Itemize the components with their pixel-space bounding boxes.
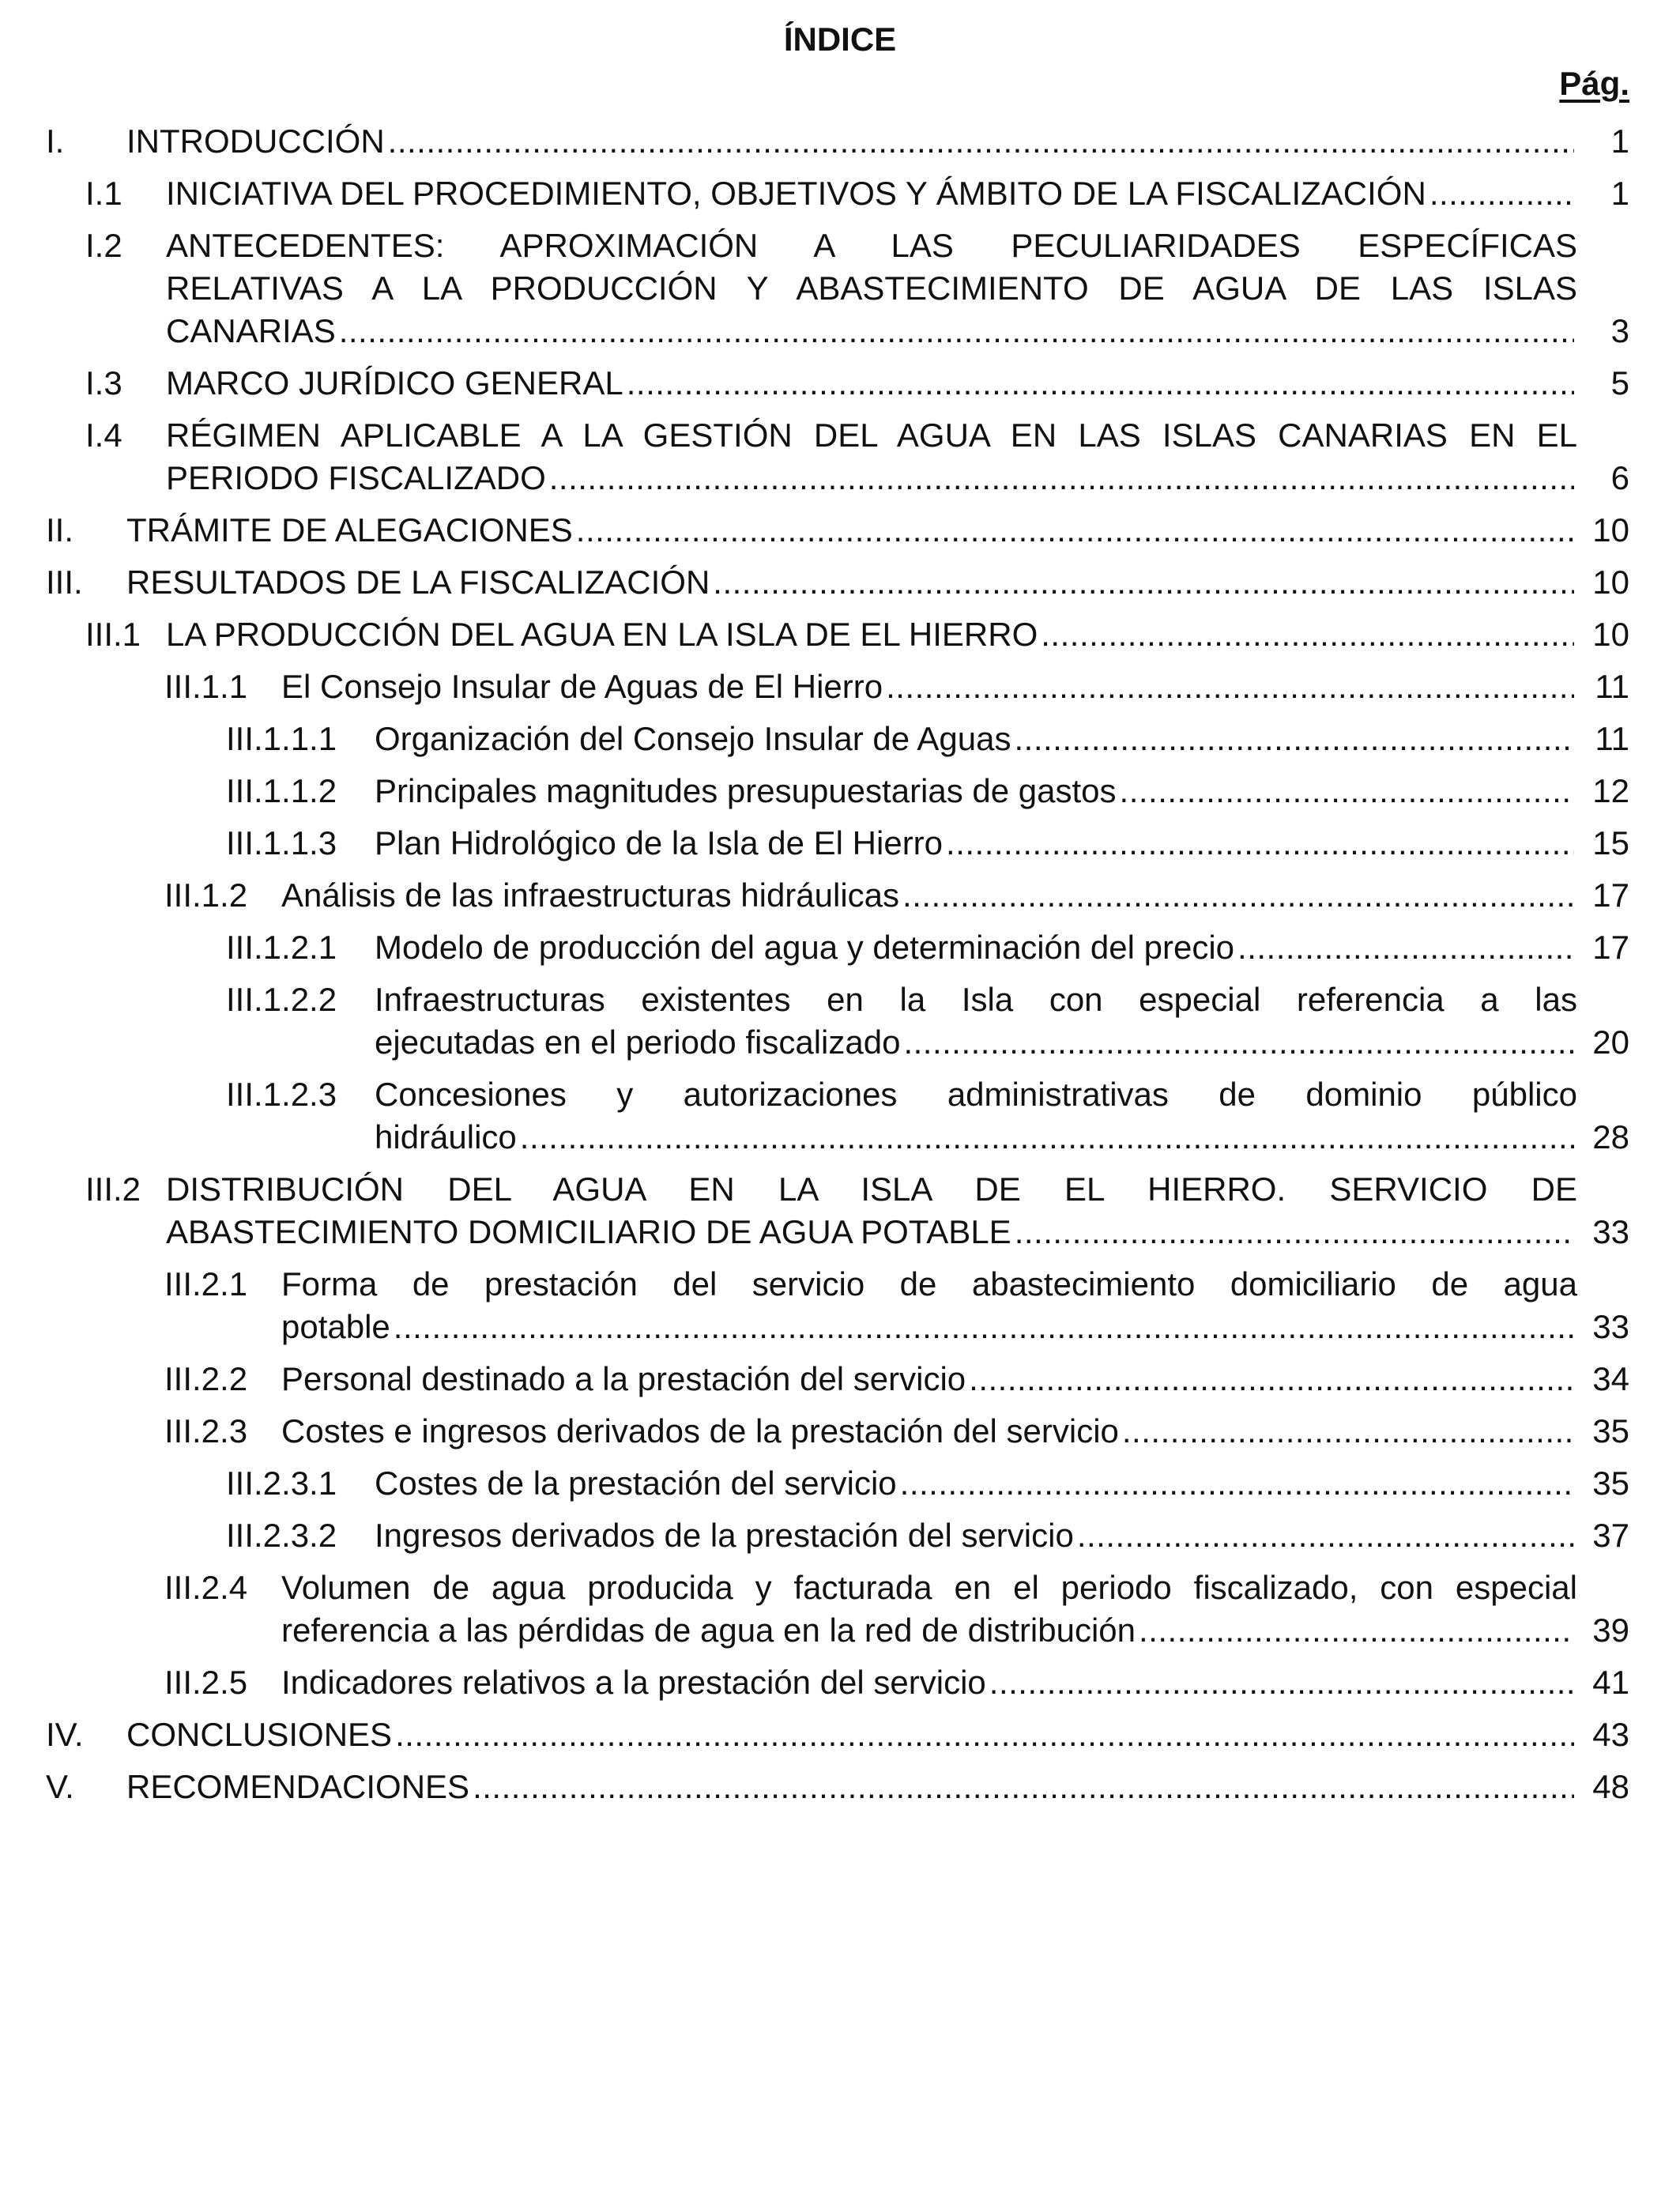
table-of-contents [0, 120, 1680, 1808]
dot-leader [1139, 1609, 1574, 1652]
toc-entry-number: I.1 [85, 175, 122, 212]
toc-entry-title-last-line [166, 172, 1577, 215]
toc-entry-title-last-line [375, 770, 1577, 812]
toc-entry-title: Costes de la prestación del servicio [375, 1465, 897, 1502]
toc-entry[interactable] [0, 1661, 1680, 1704]
toc-entry-body [375, 1514, 1577, 1557]
dot-leader [549, 457, 1574, 499]
toc-entry-title: PERIODO FISCALIZADO [166, 459, 546, 496]
toc-entry-number: III.1.2.1 [226, 929, 337, 966]
dot-leader [1015, 718, 1574, 760]
dot-leader [339, 310, 1574, 352]
toc-entry[interactable] [0, 665, 1680, 708]
toc-entry-title-last-line [166, 457, 1577, 499]
dot-leader [576, 509, 1574, 552]
toc-entry-title: Principales magnitudes presupuestarias de gastos [375, 772, 1117, 809]
toc-entry-number: III.1.2 [164, 876, 248, 914]
toc-entry[interactable] [0, 874, 1680, 917]
toc-entry-body [166, 172, 1577, 215]
toc-entry-number: I.3 [85, 364, 122, 401]
toc-entry[interactable] [0, 770, 1680, 812]
dot-leader [473, 1766, 1574, 1808]
toc-entry-title-line: ANTECEDENTES: APROXIMACIÓN A LAS PECULIARIDADES ESPECÍFICAS [166, 227, 1577, 264]
dot-leader [989, 1661, 1574, 1704]
page-column-label: Pág. [1559, 65, 1629, 102]
toc-entry-title-line: DISTRIBUCIÓN DEL AGUA EN LA ISLA DE EL HIERRO. SERVICIO DE [166, 1171, 1577, 1208]
toc-entry[interactable] [0, 1410, 1680, 1453]
toc-entry[interactable] [0, 1766, 1680, 1808]
toc-entry[interactable] [0, 1073, 1680, 1159]
toc-entry-title-last-line [166, 613, 1577, 656]
toc-entry-title: potable [281, 1308, 390, 1345]
toc-entry-body [126, 1713, 1577, 1756]
toc-entry-body [375, 822, 1577, 865]
toc-entry-title-last-line [281, 874, 1577, 917]
toc-entry-body [281, 1358, 1577, 1400]
toc-entry-page-number: 43 [1592, 1716, 1629, 1753]
toc-entry-title-last-line [375, 718, 1577, 760]
toc-entry-title-line: RELATIVAS A LA PRODUCCIÓN Y ABASTECIMIENTO DE AGUA DE LAS ISLAS [166, 270, 1577, 307]
toc-entry-body [281, 1566, 1577, 1652]
toc-entry-page-number: 10 [1592, 511, 1629, 548]
dot-leader [394, 1306, 1574, 1348]
toc-entry-title: ABASTECIMIENTO DOMICILIARIO DE AGUA POTABLE [166, 1213, 1011, 1250]
toc-entry-number: III. [46, 564, 83, 601]
dot-leader [1122, 1410, 1574, 1453]
toc-entry-title: referencia a las pérdidas de agua en la red de distribución [281, 1612, 1136, 1649]
toc-entry[interactable] [0, 172, 1680, 215]
toc-entry-body [281, 874, 1577, 917]
toc-entry-title: RECOMENDACIONES [126, 1768, 470, 1805]
toc-entry-title-last-line [126, 120, 1577, 163]
toc-entry-body [126, 561, 1577, 604]
toc-entry-page-number: 17 [1592, 876, 1629, 914]
toc-entry-body [375, 978, 1577, 1064]
toc-entry-body [126, 509, 1577, 552]
toc-entry-title-last-line [126, 509, 1577, 552]
dot-leader [1430, 172, 1574, 215]
toc-entry[interactable] [0, 120, 1680, 163]
dot-leader [1077, 1514, 1574, 1557]
toc-entry-number: III.1 [85, 616, 141, 653]
toc-entry-title-last-line [166, 310, 1577, 352]
toc-entry-number: V. [46, 1768, 74, 1805]
toc-entry-title-last-line [281, 1410, 1577, 1453]
toc-entry-page-number: 11 [1595, 668, 1629, 705]
toc-entry-title-last-line [375, 1462, 1577, 1505]
toc-entry-title-line: Forma de prestación del servicio de abastecimiento domiciliario de agua [281, 1265, 1577, 1302]
toc-entry-title: MARCO JURÍDICO GENERAL [166, 364, 623, 401]
toc-entry-number: III.1.2.2 [226, 981, 337, 1018]
toc-entry-page-number: 33 [1592, 1213, 1629, 1250]
dot-leader [969, 1358, 1574, 1400]
toc-entry-body [375, 1462, 1577, 1505]
toc-entry[interactable] [0, 1462, 1680, 1505]
dot-leader [395, 1713, 1574, 1756]
dot-leader [388, 120, 1574, 163]
toc-entry-number: III.2.5 [164, 1664, 248, 1701]
toc-entry[interactable] [0, 822, 1680, 865]
toc-entry[interactable] [0, 509, 1680, 552]
toc-entry[interactable] [0, 1168, 1680, 1253]
toc-entry-body [166, 1168, 1577, 1253]
toc-entry-title-line: Infraestructuras existentes en la Isla con especial referencia a las [375, 981, 1577, 1018]
toc-entry-title: INTRODUCCIÓN [126, 123, 385, 160]
toc-entry[interactable] [0, 926, 1680, 969]
toc-entry[interactable] [0, 613, 1680, 656]
toc-entry-page-number: 10 [1592, 616, 1629, 653]
dot-leader [946, 822, 1574, 865]
toc-entry-page-number: 33 [1592, 1308, 1629, 1345]
toc-entry-page-number: 15 [1592, 824, 1629, 861]
toc-entry[interactable] [0, 1514, 1680, 1557]
toc-entry-page-number: 41 [1592, 1664, 1629, 1701]
toc-entry[interactable] [0, 718, 1680, 760]
toc-entry-number: III.1.1 [164, 668, 248, 705]
toc-entry-title-last-line [281, 1358, 1577, 1400]
toc-entry-page-number: 3 [1610, 312, 1629, 349]
toc-entry-title: Ingresos derivados de la prestación del servicio [375, 1517, 1074, 1554]
toc-entry[interactable] [0, 1358, 1680, 1400]
dot-leader [902, 874, 1574, 917]
toc-entry-page-number: 10 [1592, 564, 1629, 601]
toc-entry-title-last-line [126, 561, 1577, 604]
toc-entry-title-line: Concesiones y autorizaciones administrativas de dominio público [375, 1076, 1577, 1113]
toc-entry-body [375, 718, 1577, 760]
toc-entry-number: I.2 [85, 227, 122, 264]
toc-entry-body [166, 613, 1577, 656]
toc-entry-number: III.2.3.1 [226, 1465, 337, 1502]
toc-entry-body [375, 770, 1577, 812]
toc-entry-title: RESULTADOS DE LA FISCALIZACIÓN [126, 564, 710, 601]
toc-entry[interactable] [0, 414, 1680, 499]
toc-entry-page-number: 48 [1592, 1768, 1629, 1805]
toc-entry-number: IV. [46, 1716, 84, 1753]
dot-leader [520, 1116, 1574, 1159]
toc-entry-body [375, 926, 1577, 969]
toc-entry-number: III.2.1 [164, 1265, 248, 1302]
toc-entry-title: Indicadores relativos a la prestación del servicio [281, 1664, 986, 1701]
toc-entry-body [281, 1661, 1577, 1704]
dot-leader [1237, 926, 1574, 969]
toc-entry-page-number: 37 [1592, 1517, 1629, 1554]
toc-entry-title: Modelo de producción del agua y determinación del precio [375, 929, 1235, 966]
dot-leader [886, 665, 1574, 708]
toc-entry-body [281, 665, 1577, 708]
page-title: ÍNDICE [783, 21, 897, 58]
toc-entry-page-number: 17 [1592, 929, 1629, 966]
toc-entry-body [166, 362, 1577, 405]
toc-entry-page-number: 5 [1610, 364, 1629, 401]
toc-entry-body [375, 1073, 1577, 1159]
toc-entry-number: II. [46, 511, 74, 548]
toc-entry-page-number: 12 [1592, 772, 1629, 809]
toc-entry-title-last-line [281, 1306, 1577, 1348]
toc-entry-title-last-line [126, 1766, 1577, 1808]
toc-entry-body [126, 1766, 1577, 1808]
dot-leader [1120, 770, 1574, 812]
toc-entry-title-last-line [375, 822, 1577, 865]
dot-leader [1041, 613, 1574, 656]
toc-entry-title: Plan Hidrológico de la Isla de El Hierro [375, 824, 944, 861]
toc-entry-title-last-line [375, 1021, 1577, 1064]
toc-entry[interactable] [0, 224, 1680, 352]
toc-entry-title-last-line [166, 1211, 1577, 1253]
toc-entry-number: III.1.1.2 [226, 772, 337, 809]
toc-entry-number: III.2.3 [164, 1412, 248, 1449]
dot-leader [627, 362, 1574, 405]
toc-entry-page-number: 34 [1592, 1360, 1629, 1397]
toc-entry-title: LA PRODUCCIÓN DEL AGUA EN LA ISLA DE EL HIERRO [166, 616, 1038, 653]
toc-entry-title-last-line [166, 362, 1577, 405]
toc-entry-title: hidráulico [375, 1118, 517, 1155]
toc-entry-title-line: Volumen de agua producida y facturada en el periodo fiscalizado, con especial [281, 1569, 1577, 1606]
toc-entry-title-last-line [375, 1116, 1577, 1159]
toc-entry-page-number: 28 [1592, 1118, 1629, 1155]
toc-entry-page-number: 1 [1610, 175, 1629, 212]
toc-entry-title-last-line [375, 1514, 1577, 1557]
toc-entry-number: III.2.2 [164, 1360, 248, 1397]
toc-entry-title-last-line [126, 1713, 1577, 1756]
toc-entry-title-last-line [281, 1609, 1577, 1652]
toc-entry-number: III.1.1.3 [226, 824, 337, 861]
dot-leader [1015, 1211, 1574, 1253]
toc-entry-number: III.2 [85, 1171, 141, 1208]
toc-entry-title: ejecutadas en el periodo fiscalizado [375, 1023, 901, 1061]
toc-entry-title: Costes e ingresos derivados de la prestación del servicio [281, 1412, 1119, 1449]
toc-entry[interactable] [0, 561, 1680, 604]
toc-entry[interactable] [0, 362, 1680, 405]
toc-entry-title-last-line [375, 926, 1577, 969]
toc-entry-title: Análisis de las infraestructuras hidráulicas [281, 876, 900, 914]
toc-entry-number: I.4 [85, 417, 122, 454]
toc-entry-title: Organización del Consejo Insular de Aguas [375, 720, 1011, 757]
toc-entry-title: CONCLUSIONES [126, 1716, 393, 1753]
toc-entry-body [281, 1410, 1577, 1453]
toc-entry-title-last-line [281, 665, 1577, 708]
toc-entry-page-number: 39 [1592, 1612, 1629, 1649]
toc-entry-title: El Consejo Insular de Aguas de El Hierro [281, 668, 883, 705]
toc-entry-page-number: 11 [1595, 720, 1629, 757]
toc-entry-title: Personal destinado a la prestación del servicio [281, 1360, 966, 1397]
toc-entry[interactable] [0, 1263, 1680, 1348]
toc-entry-body [281, 1263, 1577, 1348]
toc-entry-number: I. [46, 123, 65, 160]
dot-leader [903, 1021, 1574, 1064]
toc-entry-page-number: 1 [1610, 123, 1629, 160]
toc-entry-page-number: 6 [1610, 459, 1629, 496]
toc-entry-body [166, 224, 1577, 352]
dot-leader [900, 1462, 1574, 1505]
dot-leader [713, 561, 1574, 604]
toc-entry-number: III.2.4 [164, 1569, 248, 1606]
toc-entry-page-number: 35 [1592, 1412, 1629, 1449]
toc-entry-title: CANARIAS [166, 312, 336, 349]
toc-entry-page-number: 35 [1592, 1465, 1629, 1502]
toc-entry-title-line: RÉGIMEN APLICABLE A LA GESTIÓN DEL AGUA EN LAS ISLAS CANARIAS EN EL [166, 417, 1577, 454]
toc-entry-body [166, 414, 1577, 499]
toc-entry-number: III.2.3.2 [226, 1517, 337, 1554]
toc-entry-page-number: 20 [1592, 1023, 1629, 1061]
toc-entry-body [126, 120, 1577, 163]
toc-entry[interactable] [0, 978, 1680, 1064]
toc-entry-number: III.1.1.1 [226, 720, 337, 757]
toc-entry[interactable] [0, 1713, 1680, 1756]
toc-entry-number: III.1.2.3 [226, 1076, 337, 1113]
toc-entry-title: TRÁMITE DE ALEGACIONES [126, 511, 573, 548]
toc-entry-title: INICIATIVA DEL PROCEDIMIENTO, OBJETIVOS Y ÁMBITO DE LA FISCALIZACIÓN [166, 175, 1426, 212]
toc-entry[interactable] [0, 1566, 1680, 1652]
toc-entry-title-last-line [281, 1661, 1577, 1704]
